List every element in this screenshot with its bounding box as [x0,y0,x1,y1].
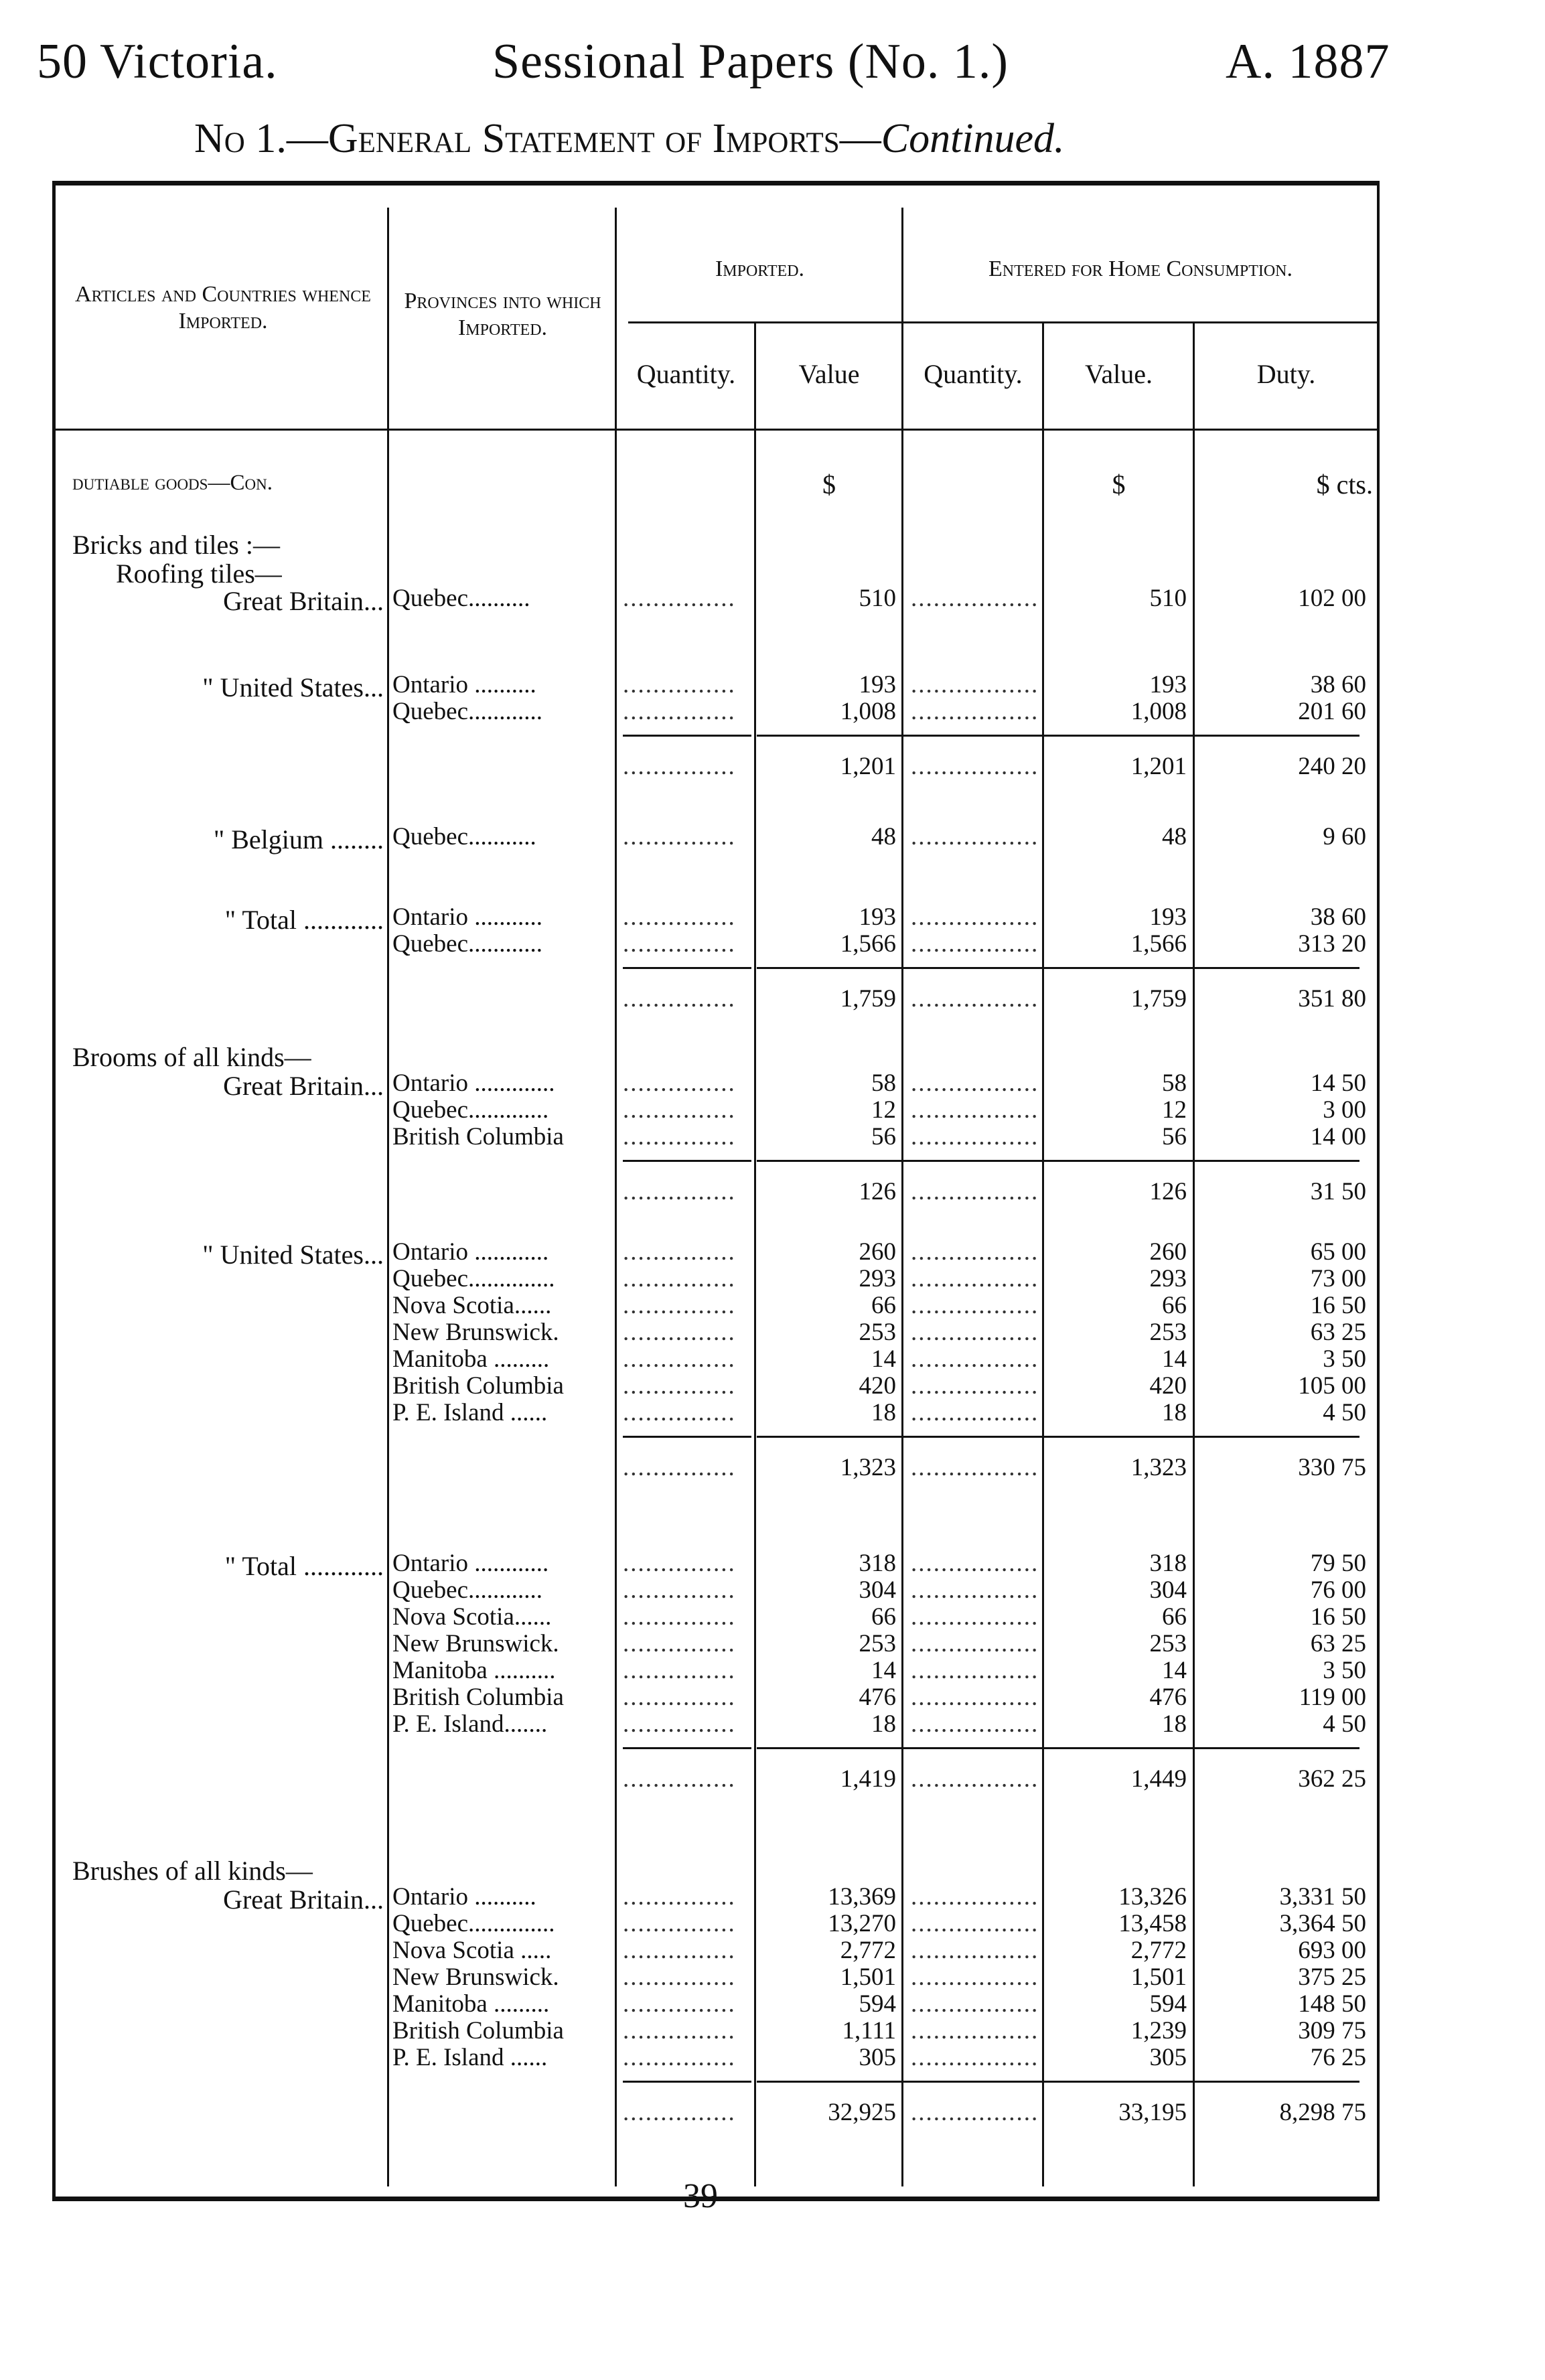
value-entered-cell: 1,239 [1130,2017,1187,2044]
value-imported-total: 1,759 [840,985,896,1013]
label-great-britain-brushes: Great Britain... [223,1884,384,1915]
province-cell: Quebec............ [392,698,542,725]
quantity-entered-cell: ................. [911,1319,1039,1346]
subtotal-rule [623,1747,751,1749]
value-entered-cell: 510 [1149,585,1187,612]
col-divider-value2 [1193,321,1195,2186]
province-cell: Manitoba .......... [392,1657,556,1684]
value-imported-total: 1,201 [840,753,896,780]
value-imported-total: 1,419 [840,1765,896,1793]
col-head-entered: Entered for Home Consumption. [988,256,1293,281]
province-cell: Manitoba ......... [392,1345,550,1373]
label-great-britain-tiles: Great Britain... [223,586,384,616]
value-imported-cell: 2,772 [840,1937,896,1964]
label-united-states-brooms: " United States... [202,1240,384,1270]
province-cell: Quebec.......... [392,585,530,612]
province-cell: P. E. Island ...... [392,2044,548,2071]
col-divider-value1 [901,208,903,2186]
value-entered-cell: 253 [1149,1319,1187,1346]
value-imported-cell: 193 [859,671,896,698]
quantity-entered-total: ................. [911,985,1039,1013]
value-imported-cell: 318 [859,1550,896,1577]
value-imported-cell: 510 [859,585,896,612]
province-cell: British Columbia [392,1372,564,1400]
subtotal-rule [757,735,1359,737]
duty-total: 330 75 [1298,1454,1366,1481]
col-head-value-imported: Value [798,359,860,389]
province-cell: Quebec.............. [392,1265,555,1292]
quantity-entered-cell: ................. [911,1937,1039,1964]
quantity-imported-total: ............... [623,1454,736,1481]
value-entered-cell: 66 [1162,1603,1187,1631]
province-cell: Quebec............. [392,1096,549,1124]
quantity-imported-total: ............... [623,1765,736,1793]
province-cell: Ontario ........... [392,903,543,931]
value-imported-cell: 594 [859,1990,896,2018]
province-cell: New Brunswick. [392,1963,559,1991]
subtotal-rule [757,1747,1359,1749]
quantity-entered-cell: ................. [911,1399,1039,1426]
duty-cell: 148 50 [1298,1990,1366,2018]
value-entered-cell: 48 [1162,823,1187,850]
quantity-entered-cell: ................. [911,1123,1039,1150]
value-imported-cell: 18 [871,1399,896,1426]
province-cell: New Brunswick. [392,1630,559,1657]
value-entered-cell: 1,501 [1130,1963,1187,1991]
quantity-imported-cell: ............... [623,1657,736,1684]
subtotal-rule [757,1160,1359,1162]
quantity-entered-total: ................. [911,2099,1039,2126]
unit-value-imported: $ [822,469,836,500]
quantity-imported-cell: ............... [623,1345,736,1373]
value-imported-cell: 1,566 [840,930,896,958]
value-entered-cell: 66 [1162,1292,1187,1319]
duty-cell: 38 60 [1310,671,1366,698]
province-cell: Quebec........... [392,823,536,850]
value-entered-cell: 193 [1149,671,1187,698]
duty-cell: 3 00 [1323,1096,1366,1124]
title-continued: Continued. [881,116,1065,161]
unit-value-entered: $ [1112,469,1126,500]
quantity-imported-cell: ............... [623,1910,736,1937]
province-cell: British Columbia [392,1684,564,1711]
subtotal-rule [757,967,1359,969]
header-bottom-rule [52,429,1380,431]
quantity-imported-cell: ............... [623,1096,736,1124]
quantity-imported-cell: ............... [623,1603,736,1631]
duty-cell: 76 00 [1310,1576,1366,1604]
unit-duty: $ cts. [1316,469,1373,500]
duty-cell: 14 00 [1310,1123,1366,1150]
label-roofing: Roofing tiles— [116,559,282,589]
quantity-imported-cell: ............... [623,903,736,931]
label-great-britain-brooms: Great Britain... [223,1071,384,1101]
province-cell: P. E. Island....... [392,1710,548,1738]
col-head-value-entered: Value. [1084,359,1153,389]
duty-cell: 14 50 [1310,1069,1366,1097]
subtotal-rule [623,1436,751,1438]
province-cell: Quebec............ [392,1576,542,1604]
quantity-imported-cell: ............... [623,1238,736,1266]
province-cell: Ontario ............ [392,1238,549,1266]
duty-cell: 38 60 [1310,903,1366,931]
col-head-articles: Articles and Countries whence Imported. [75,282,371,333]
table-right-border [1377,181,1380,2201]
col-head-provinces: Provinces into which Imported. [404,289,601,340]
duty-total: 240 20 [1298,753,1366,780]
value-imported-cell: 253 [859,1630,896,1657]
quantity-entered-cell: ................. [911,1345,1039,1373]
quantity-entered-cell: ................. [911,1883,1039,1911]
quantity-imported-cell: ............... [623,1990,736,2018]
duty-cell: 63 25 [1310,1630,1366,1657]
duty-cell: 65 00 [1310,1238,1366,1266]
quantity-entered-cell: ................. [911,1069,1039,1097]
province-cell: Quebec............ [392,930,542,958]
quantity-imported-total: ............... [623,1178,736,1205]
duty-cell: 16 50 [1310,1292,1366,1319]
duty-cell: 105 00 [1298,1372,1366,1400]
label-total-brooms: " Total ............ [224,1551,384,1581]
quantity-entered-total: ................. [911,753,1039,780]
header-mid-rule [628,321,1380,323]
quantity-imported-cell: ............... [623,1399,736,1426]
duty-cell: 201 60 [1298,698,1366,725]
value-imported-cell: 304 [859,1576,896,1604]
duty-total: 351 80 [1298,985,1366,1013]
value-imported-cell: 66 [871,1603,896,1631]
quantity-entered-cell: ................. [911,671,1039,698]
duty-cell: 119 00 [1299,1684,1366,1711]
quantity-imported-cell: ............... [623,1883,736,1911]
label-belgium-tiles: " Belgium ........ [213,824,384,854]
value-imported-cell: 13,369 [828,1883,896,1911]
quantity-entered-cell: ................. [911,1238,1039,1266]
subtotal-rule [623,967,751,969]
province-cell: Nova Scotia...... [392,1603,552,1631]
value-imported-cell: 420 [859,1372,896,1400]
quantity-entered-cell: ................. [911,1710,1039,1738]
duty-cell: 76 25 [1310,2044,1366,2071]
value-entered-cell: 1,566 [1130,930,1187,958]
label-bricks: Bricks and tiles :— [72,530,280,560]
quantity-entered-total: ................. [911,1765,1039,1793]
province-cell: New Brunswick. [392,1319,559,1346]
quantity-entered-cell: ................. [911,1990,1039,2018]
value-entered-cell: 13,326 [1118,1883,1187,1911]
value-imported-cell: 13,270 [828,1910,896,1937]
subtotal-rule [623,735,751,737]
label-brushes: Brushes of all kinds— [72,1856,313,1886]
duty-cell: 3,331 50 [1279,1883,1366,1911]
value-imported-cell: 1,501 [840,1963,896,1991]
value-entered-cell: 13,458 [1118,1910,1187,1937]
label-total-tiles: " Total ............ [224,905,384,935]
label-united-states-tiles: " United States... [202,672,384,702]
province-cell: Nova Scotia...... [392,1292,552,1319]
value-imported-cell: 253 [859,1319,896,1346]
value-entered-cell: 58 [1162,1069,1187,1097]
quantity-entered-cell: ................. [911,1657,1039,1684]
quantity-imported-total: ............... [623,2099,736,2126]
quantity-imported-cell: ............... [623,2044,736,2071]
value-entered-total: 1,201 [1130,753,1187,780]
duty-cell: 63 25 [1310,1319,1366,1346]
value-imported-cell: 476 [859,1684,896,1711]
duty-cell: 3,364 50 [1279,1910,1366,1937]
value-imported-cell: 66 [871,1292,896,1319]
col-head-quantity-entered: Quantity. [924,359,1023,389]
value-entered-total: 126 [1149,1178,1187,1205]
quantity-entered-cell: ................. [911,1910,1039,1937]
quantity-imported-cell: ............... [623,1550,736,1577]
quantity-entered-cell: ................. [911,903,1039,931]
value-imported-cell: 48 [871,823,896,850]
province-cell: P. E. Island ...... [392,1399,548,1426]
header-right: A. 1887 [1226,34,1390,89]
quantity-imported-cell: ............... [623,1630,736,1657]
page-number: 39 [683,2177,718,2215]
value-imported-cell: 193 [859,903,896,931]
quantity-entered-cell: ................. [911,1603,1039,1631]
value-entered-cell: 14 [1162,1345,1187,1373]
quantity-imported-cell: ............... [623,1576,736,1604]
value-imported-cell: 260 [859,1238,896,1266]
duty-cell: 693 00 [1298,1937,1366,1964]
quantity-entered-cell: ................. [911,1372,1039,1400]
duty-cell: 79 50 [1310,1550,1366,1577]
value-imported-cell: 14 [871,1657,896,1684]
value-entered-total: 1,323 [1130,1454,1187,1481]
quantity-imported-cell: ............... [623,1292,736,1319]
quantity-imported-cell: ............... [623,823,736,850]
title-main: No 1.—General Statement of Imports— [194,116,881,161]
value-entered-cell: 318 [1149,1550,1187,1577]
table-left-border [52,181,56,2201]
quantity-imported-total: ............... [623,753,736,780]
value-imported-cell: 18 [871,1710,896,1738]
col-head-duty: Duty. [1256,359,1316,389]
duty-total: 31 50 [1310,1178,1366,1205]
subtotal-rule [757,2081,1359,2083]
duty-cell: 3 50 [1323,1657,1366,1684]
quantity-entered-cell: ................. [911,823,1039,850]
quantity-imported-cell: ............... [623,671,736,698]
table-top-rule [52,181,1380,185]
quantity-entered-total: ................. [911,1178,1039,1205]
duty-cell: 309 75 [1298,2017,1366,2044]
value-imported-total: 126 [859,1178,896,1205]
value-entered-cell: 18 [1162,1399,1187,1426]
value-entered-cell: 260 [1149,1238,1187,1266]
province-cell: Ontario .......... [392,1883,536,1911]
value-imported-cell: 14 [871,1345,896,1373]
subtotal-rule [757,1436,1359,1438]
quantity-imported-cell: ............... [623,1710,736,1738]
value-entered-cell: 293 [1149,1265,1187,1292]
value-entered-cell: 304 [1149,1576,1187,1604]
value-imported-cell: 12 [871,1096,896,1124]
value-entered-cell: 420 [1149,1372,1187,1400]
province-cell: Nova Scotia ..... [392,1937,552,1964]
value-entered-total: 1,759 [1130,985,1187,1013]
quantity-imported-cell: ............... [623,1069,736,1097]
quantity-entered-cell: ................. [911,1630,1039,1657]
value-entered-cell: 1,008 [1130,698,1187,725]
province-cell: Ontario ............. [392,1069,555,1097]
quantity-imported-cell: ............... [623,698,736,725]
value-entered-cell: 305 [1149,2044,1187,2071]
quantity-imported-cell: ............... [623,1937,736,1964]
value-imported-cell: 1,111 [842,2017,896,2044]
value-entered-cell: 594 [1149,1990,1187,2018]
value-entered-cell: 2,772 [1130,1937,1187,1964]
duty-cell: 313 20 [1298,930,1366,958]
value-imported-total: 1,323 [840,1454,896,1481]
col-divider-provinces [615,208,617,2186]
col-divider-qty2 [1042,321,1044,2186]
quantity-imported-cell: ............... [623,2017,736,2044]
col-head-quantity-imported: Quantity. [636,359,736,389]
value-entered-cell: 193 [1149,903,1187,931]
province-cell: Ontario .......... [392,671,536,698]
quantity-entered-cell: ................. [911,1292,1039,1319]
quantity-entered-cell: ................. [911,930,1039,958]
quantity-imported-cell: ............... [623,1123,736,1150]
header-center: Sessional Papers (No. 1.) [492,34,1009,89]
col-divider-qty1 [754,321,756,2186]
province-cell: Quebec.............. [392,1910,555,1937]
quantity-entered-cell: ................. [911,1265,1039,1292]
province-cell: British Columbia [392,2017,564,2044]
page-title [194,115,1065,163]
col-divider-articles [387,208,389,2186]
quantity-entered-cell: ................. [911,1550,1039,1577]
quantity-entered-cell: ................. [911,2044,1039,2071]
quantity-imported-cell: ............... [623,1963,736,1991]
quantity-entered-total: ................. [911,1454,1039,1481]
quantity-entered-cell: ................. [911,1096,1039,1124]
value-imported-cell: 1,008 [840,698,896,725]
value-entered-cell: 14 [1162,1657,1187,1684]
value-imported-cell: 305 [859,2044,896,2071]
quantity-entered-cell: ................. [911,1963,1039,1991]
section-label: dutiable goods—Con. [72,471,273,495]
quantity-imported-cell: ............... [623,1684,736,1711]
quantity-entered-cell: ................. [911,1684,1039,1711]
value-entered-cell: 253 [1149,1630,1187,1657]
quantity-imported-cell: ............... [623,585,736,612]
value-entered-total: 1,449 [1130,1765,1187,1793]
subtotal-rule [623,2081,751,2083]
quantity-imported-total: ............... [623,985,736,1013]
duty-cell: 102 00 [1298,585,1366,612]
duty-cell: 9 60 [1323,823,1366,850]
col-head-imported: Imported. [715,256,805,281]
value-entered-cell: 476 [1149,1684,1187,1711]
quantity-entered-cell: ................. [911,698,1039,725]
quantity-entered-cell: ................. [911,585,1039,612]
label-brooms: Brooms of all kinds— [72,1042,311,1072]
value-entered-cell: 18 [1162,1710,1187,1738]
value-imported-cell: 58 [871,1069,896,1097]
duty-cell: 4 50 [1323,1399,1366,1426]
province-cell: Ontario ............ [392,1550,549,1577]
duty-cell: 73 00 [1310,1265,1366,1292]
value-imported-cell: 293 [859,1265,896,1292]
value-entered-total: 33,195 [1118,2099,1187,2126]
imports-table [52,181,1380,2202]
quantity-imported-cell: ............... [623,930,736,958]
duty-cell: 3 50 [1323,1345,1366,1373]
value-imported-cell: 56 [871,1123,896,1150]
duty-total: 8,298 75 [1279,2099,1366,2126]
duty-cell: 16 50 [1310,1603,1366,1631]
duty-total: 362 25 [1298,1765,1366,1793]
quantity-entered-cell: ................. [911,1576,1039,1604]
subtotal-rule [623,1160,751,1162]
value-entered-cell: 12 [1162,1096,1187,1124]
duty-cell: 4 50 [1323,1710,1366,1738]
value-entered-cell: 56 [1162,1123,1187,1150]
quantity-entered-cell: ................. [911,2017,1039,2044]
quantity-imported-cell: ............... [623,1319,736,1346]
duty-cell: 375 25 [1298,1963,1366,1991]
value-imported-total: 32,925 [828,2099,896,2126]
province-cell: Manitoba ......... [392,1990,550,2018]
province-cell: British Columbia [392,1123,564,1150]
quantity-imported-cell: ............... [623,1372,736,1400]
quantity-imported-cell: ............... [623,1265,736,1292]
header-left: 50 Victoria. [37,34,278,89]
